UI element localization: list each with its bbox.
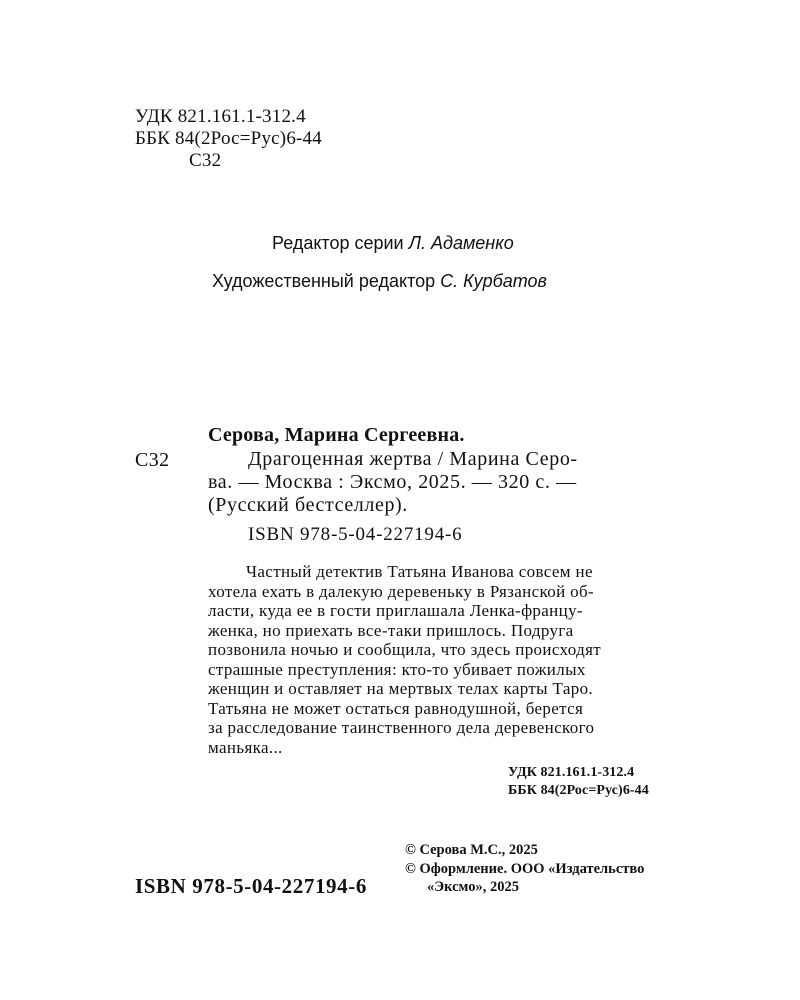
- annotation-line: женщин и оставляет на мертвых телах карты Таро.: [208, 679, 594, 698]
- udk-code-bottom: УДК 821.161.1-312.4: [508, 765, 635, 780]
- record-line: (Русский бестселлер).: [208, 494, 408, 516]
- record-author: Серова, Марина Сергеевна.: [208, 424, 465, 446]
- udk-code-top: УДК 821.161.1-312.4: [135, 106, 306, 127]
- record-description: [208, 448, 693, 517]
- copyright-design-line-1: © Оформление. ООО «Издательство: [405, 861, 645, 877]
- annotation-line: за расследование таинственного дела деревенского: [208, 718, 595, 737]
- annotation: [208, 562, 601, 757]
- annotation-line: женка, но приехать все-таки пришлось. Подруга: [208, 620, 574, 640]
- annotation-line: позвонила ночью и сообщила, что здесь происходят: [208, 640, 602, 659]
- bbk-code-top: ББК 84(2Рос=Рус)6-44: [135, 128, 322, 149]
- series-editor-name: Л. Адаменко: [408, 233, 514, 253]
- record-line: ва. — Москва : Эксмо, 2025. — 320 с. —: [208, 471, 577, 493]
- record-author-sign: С32: [135, 449, 170, 471]
- annotation-line: маньяка...: [208, 737, 283, 757]
- series-editor-role: Редактор серии: [272, 233, 404, 253]
- art-editor-role: Художественный редактор: [212, 271, 436, 291]
- record-isbn: ISBN 978-5-04-227194-6: [248, 524, 463, 545]
- series-editor: [272, 232, 514, 254]
- annotation-line: Татьяна не может остаться равнодушной, берется: [208, 698, 584, 718]
- art-editor: [212, 270, 547, 292]
- annotation-line: хотела ехать в далекую деревеньку в Рязанской об-: [208, 581, 594, 601]
- bbk-code-bottom: ББК 84(2Рос=Рус)6-44: [508, 783, 649, 798]
- author-sign-top: С32: [189, 150, 222, 171]
- annotation-line: страшные преступления: кто-то убивает пожилых: [208, 659, 586, 679]
- art-editor-name: С. Курбатов: [440, 271, 547, 291]
- copyright-author: © Серова М.С., 2025: [405, 842, 538, 858]
- annotation-line: ласти, куда ее в гости приглашала Ленка-францу-: [208, 601, 583, 620]
- copyright-design-line-2: «Эксмо», 2025: [427, 879, 519, 895]
- annotation-line: Частный детектив Татьяна Иванова совсем не: [246, 562, 593, 581]
- footer-isbn: ISBN 978-5-04-227194-6: [135, 874, 367, 898]
- record-line: Драгоценная жертва / Марина Серо-: [248, 448, 578, 470]
